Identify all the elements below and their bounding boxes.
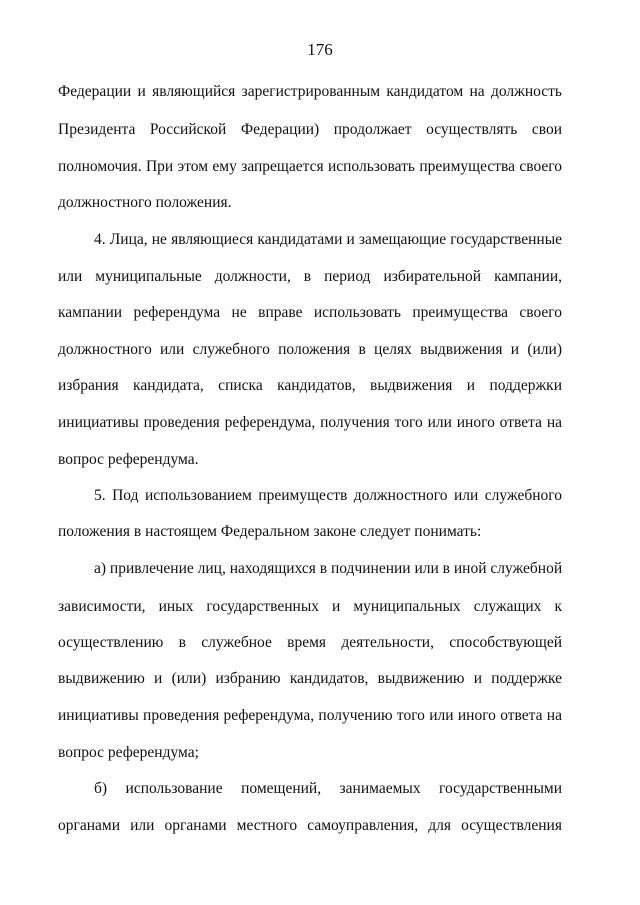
text-line: положения в настоящем Федеральном законе следует понимать: <box>58 523 482 540</box>
text-line: 5. Под использованием преимуществ должностного или служебного <box>94 487 562 504</box>
text-line: Федерации и являющийся зарегистрированным кандидатом на должность <box>58 83 562 100</box>
text-line: полномочия. При этом ему запрещается использовать преимущества своего <box>58 158 562 175</box>
text-line: вопрос референдума; <box>58 744 199 761</box>
text-line: а) привлечение лиц, находящихся в подчинении или в иной служебной <box>94 560 563 577</box>
page-number: 176 <box>307 40 333 59</box>
text-line: осуществлению в служебное время деятельности, способствующей <box>58 634 562 651</box>
text-line: должностного положения. <box>58 194 232 211</box>
text-line: 4. Лица, не являющиеся кандидатами и замещающие государственные <box>94 231 562 248</box>
text-line: выдвижению и (или) избранию кандидатов, выдвижению и поддержке <box>58 670 562 687</box>
text-line: должностного или служебного положения в целях выдвижения и (или) <box>58 341 562 358</box>
text-line: вопрос референдума. <box>58 451 199 468</box>
text-line: или муниципальные должности, в период избирательной кампании, <box>58 268 562 285</box>
text-line: зависимости, иных государственных и муниципальных служащих к <box>58 598 562 615</box>
text-line: кампании референдума не вправе использовать преимущества своего <box>58 304 562 321</box>
text-line: органами или органами местного самоуправления, для осуществления <box>58 817 562 834</box>
text-line: Президента Российской Федерации) продолжает осуществлять свои <box>58 121 562 138</box>
text-line: инициативы проведения референдума, получения того или иного ответа на <box>58 414 562 431</box>
text-line: инициативы проведения референдума, получению того или иного ответа на <box>58 707 562 724</box>
text-line: б) использование помещений, занимаемых государственными <box>94 780 562 797</box>
text-line: избрания кандидата, списка кандидатов, выдвижения и поддержки <box>58 377 562 394</box>
